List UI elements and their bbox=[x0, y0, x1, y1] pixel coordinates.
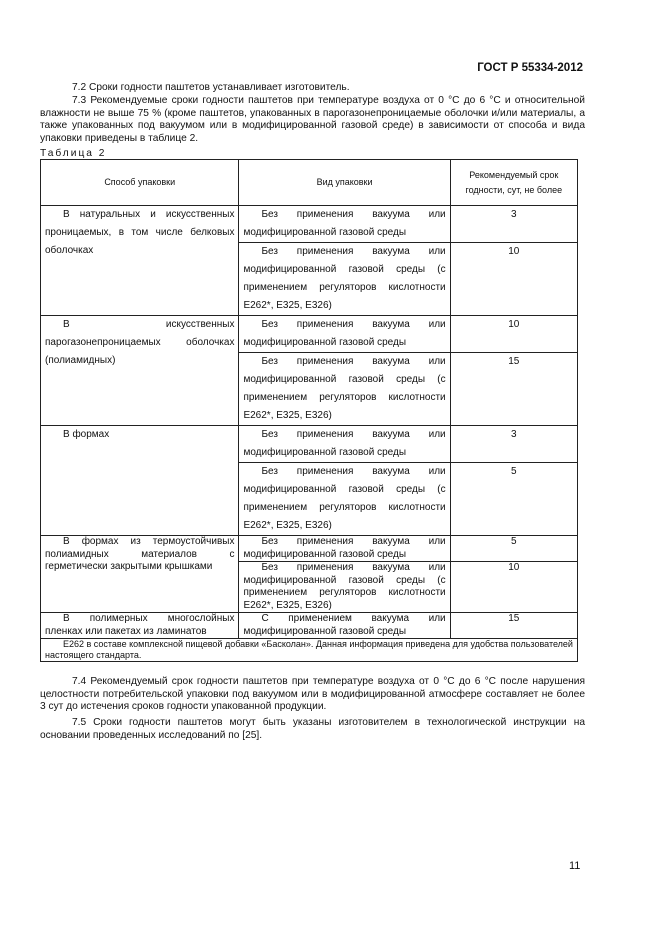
packaging-type-cell: Без применения вакуума или модифицированной газовой среды bbox=[239, 426, 450, 463]
header-shelf-life: Рекомендуемый срок годности, сут, не более bbox=[450, 160, 577, 206]
table-row bbox=[41, 426, 578, 463]
packaging-type-cell: Без применения вакуума или модифицированной газовой среды (с применением регуляторов кислотности Е262*, Е325, Е326) bbox=[239, 463, 450, 536]
packaging-type-cell: С применением вакуума или модифицированной газовой среды bbox=[239, 613, 450, 639]
shelf-life-value: 3 bbox=[450, 426, 577, 463]
table-caption: Таблица 2 bbox=[40, 148, 107, 159]
page-number: 11 bbox=[569, 860, 581, 872]
shelf-life-value: 15 bbox=[450, 613, 577, 639]
table-footnote-row bbox=[41, 639, 578, 662]
paragraph-7-3: 7.3 Рекомендуемые сроки годности паштетов при температуре воздуха от 0 °С до 6 °С и относительной влажности не выше 75 % (кроме паштетов, упакованных в парогазонепроницаемые оболочки и/или материалы, а также упакованных под вакуумом или в модифицированной газовой среде) в зависимости от способа и вида упаковки приведены в таблице 2. bbox=[40, 95, 585, 144]
shelf-life-value: 3 bbox=[450, 206, 577, 243]
shelf-life-value: 5 bbox=[450, 463, 577, 536]
packaging-type-cell: Без применения вакуума или модифицированной газовой среды bbox=[239, 206, 450, 243]
table-row bbox=[41, 316, 578, 353]
paragraph-7-2: 7.2 Сроки годности паштетов устанавливает изготовитель. bbox=[72, 82, 350, 93]
packaging-type-cell: Без применения вакуума или модифицированной газовой среды (с применением регуляторов кислотности Е262*, Е325, Е326) bbox=[239, 353, 450, 426]
table-row bbox=[41, 536, 578, 562]
packaging-method-cell: В полимерных многослойных пленках или пакетах из ламинатов bbox=[41, 613, 239, 639]
shelf-life-value: 10 bbox=[450, 316, 577, 353]
packaging-type-cell: Без применения вакуума или модифицированной газовой среды (с применением регуляторов кислотности Е262*, Е325, Е326) bbox=[239, 562, 450, 613]
packaging-method-cell: В искусственных парогазонепроницаемых оболочках (полиамидных) bbox=[41, 316, 239, 426]
header-type: Вид упаковки bbox=[239, 160, 450, 206]
table-row bbox=[41, 206, 578, 243]
table-footnote: Е262 в составе комплексной пищевой добавки «Басколан». Данная информация приведена для удобства пользователей настоящего стандарта. bbox=[41, 639, 578, 662]
document-code: ГОСТ Р 55334-2012 bbox=[477, 62, 583, 74]
header-method: Способ упаковки bbox=[41, 160, 239, 206]
shelf-life-table bbox=[40, 159, 578, 662]
paragraph-7-4: 7.4 Рекомендуемый срок годности паштетов при температуре воздуха от 0 °С до 6 °С после нарушения целостности потребительской упаковки под вакуумом или в модифицированной атмосфере составляет не более 3 сут до истечения сроков годности упакованной продукции. bbox=[40, 676, 585, 713]
paragraph-7-5: 7.5 Сроки годности паштетов могут быть указаны изготовителем в технологической инструкции на основании проведенных исследований по [25]. bbox=[40, 717, 585, 741]
packaging-method-cell: В формах bbox=[41, 426, 239, 536]
packaging-method-cell: В формах из термоустойчивых полиамидных материалов с герметически закрытыми крышками bbox=[41, 536, 239, 613]
shelf-life-value: 5 bbox=[450, 536, 577, 562]
shelf-life-value: 10 bbox=[450, 243, 577, 316]
shelf-life-value: 10 bbox=[450, 562, 577, 613]
shelf-life-value: 15 bbox=[450, 353, 577, 426]
packaging-type-cell: Без применения вакуума или модифицированной газовой среды bbox=[239, 316, 450, 353]
packaging-type-cell: Без применения вакуума или модифицированной газовой среды bbox=[239, 536, 450, 562]
packaging-type-cell: Без применения вакуума или модифицированной газовой среды (с применением регуляторов кислотности Е262*, Е325, Е326) bbox=[239, 243, 450, 316]
table-row bbox=[41, 613, 578, 639]
packaging-method-cell: В натуральных и искусственных проницаемых, в том числе белковых оболочках bbox=[41, 206, 239, 316]
table-header-row bbox=[41, 160, 578, 206]
